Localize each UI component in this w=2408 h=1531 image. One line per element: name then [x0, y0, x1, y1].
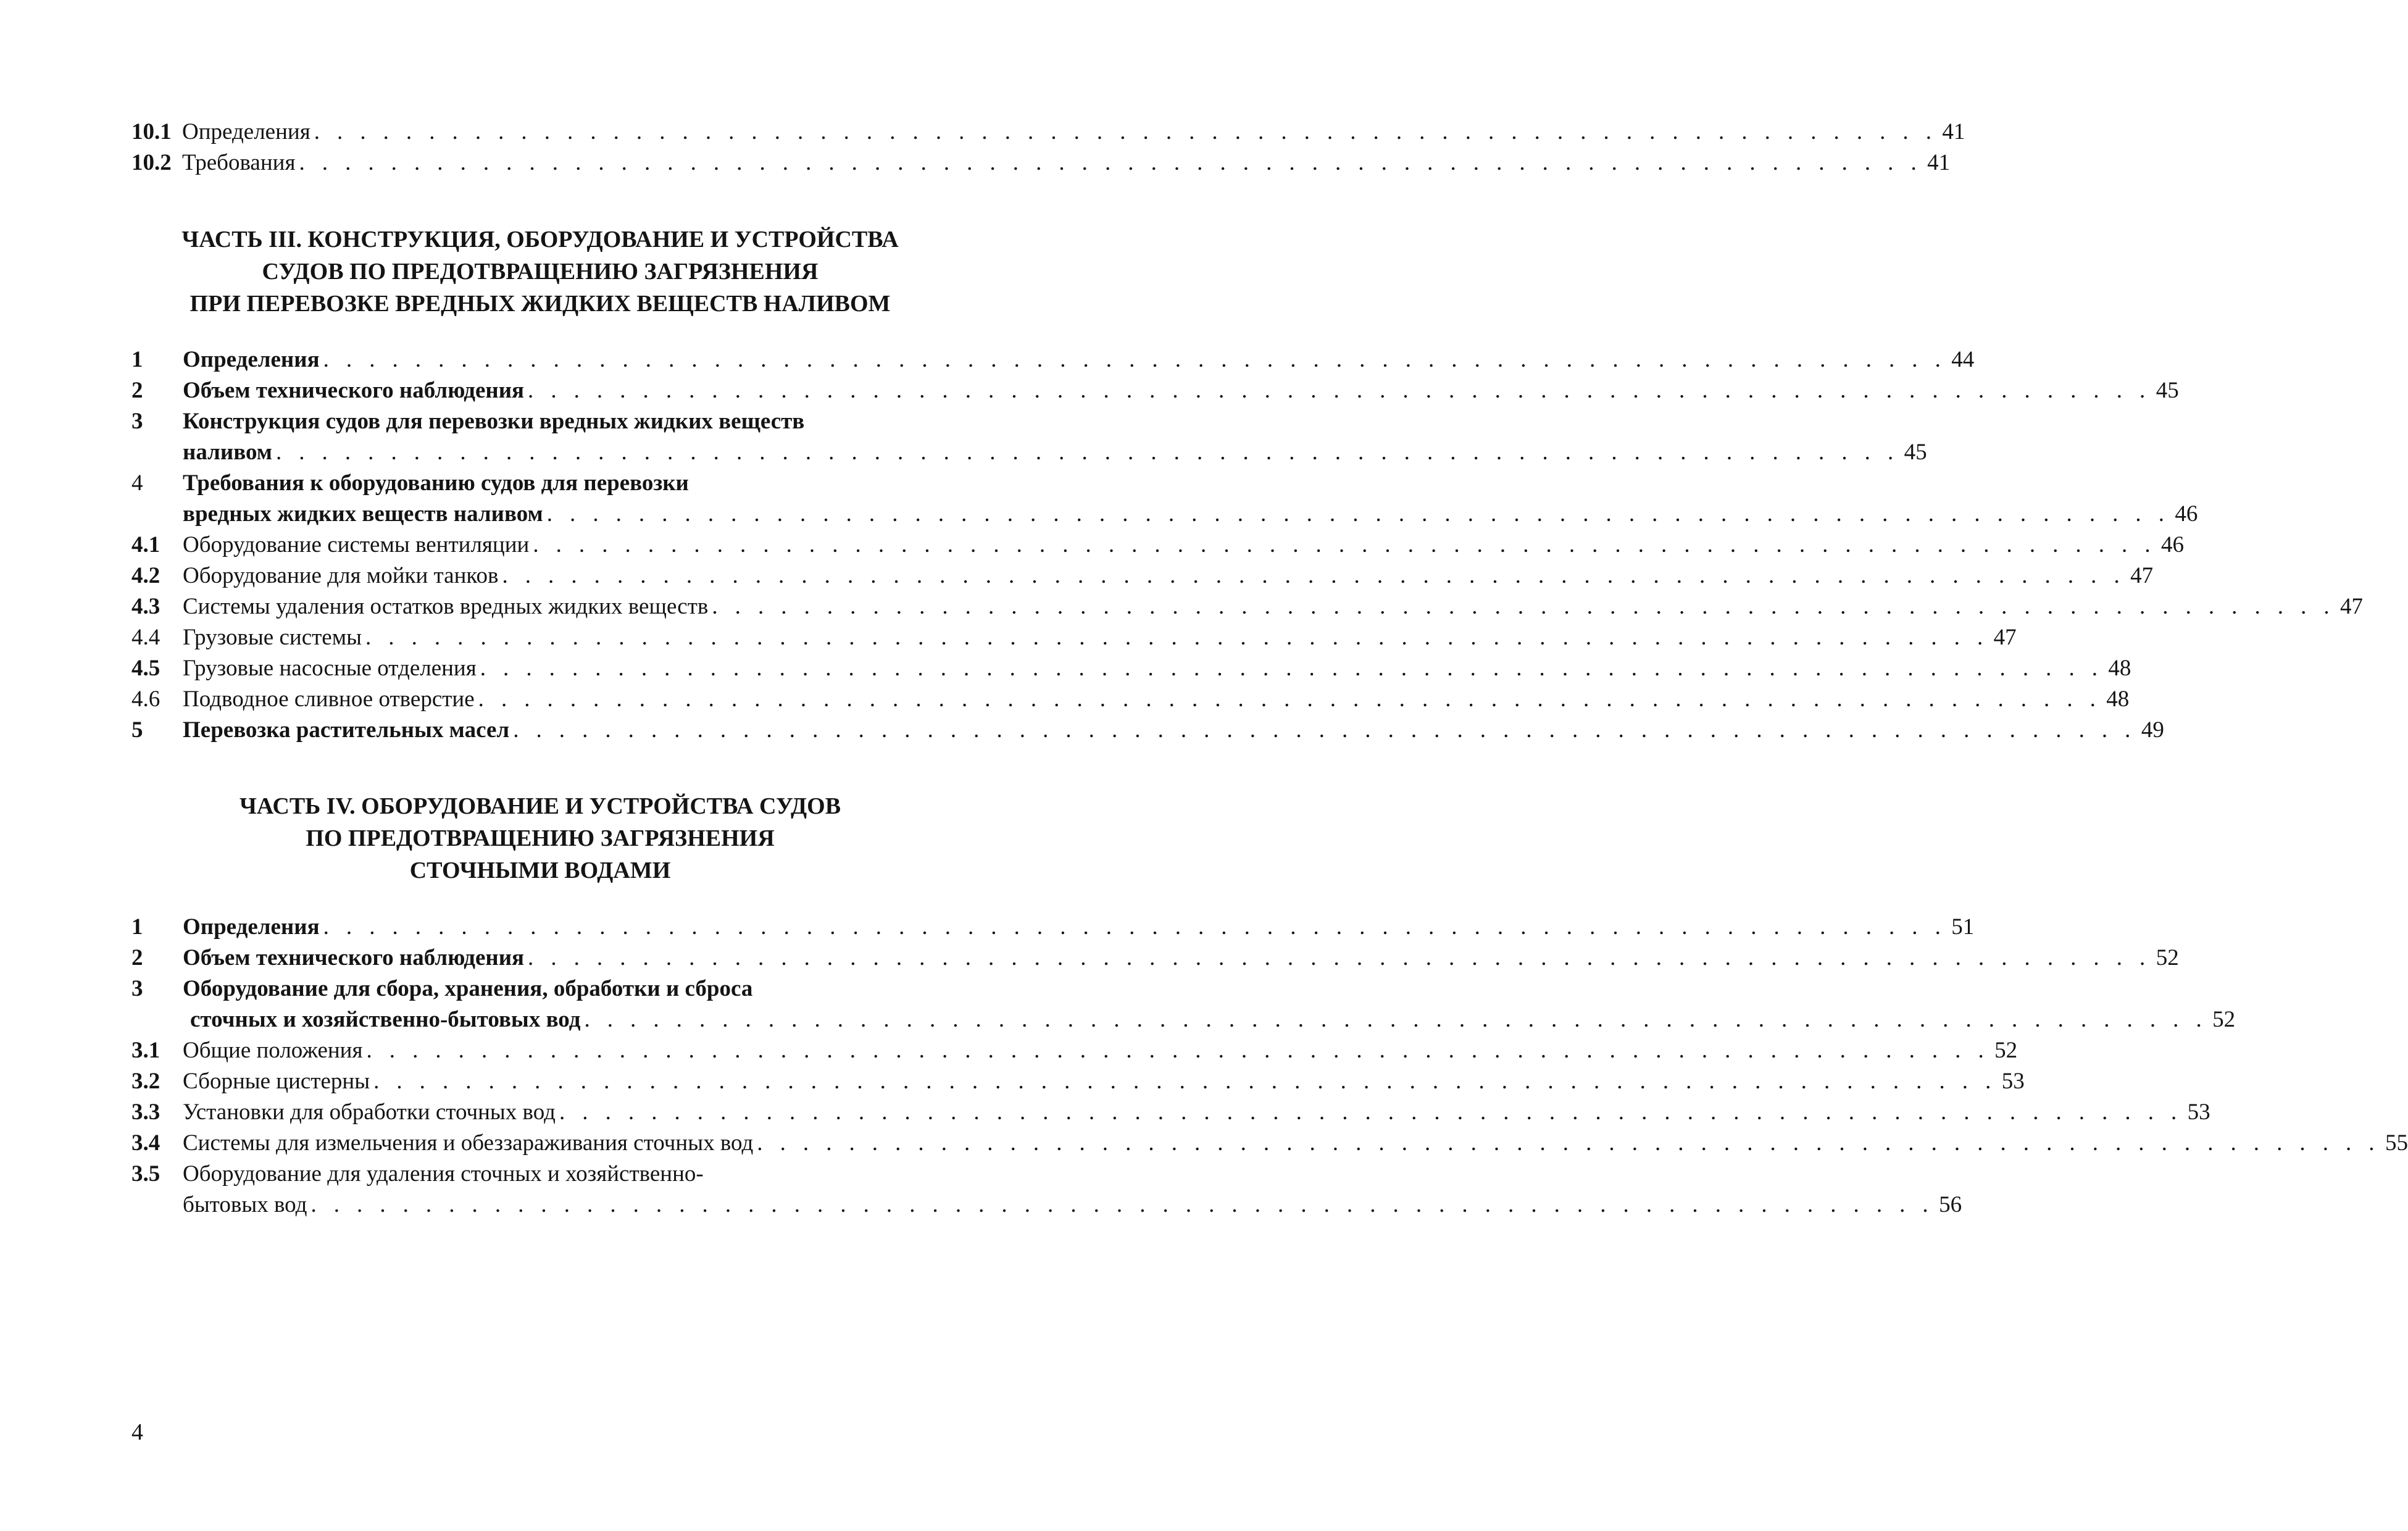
toc-entry-page: 46 [2160, 532, 2184, 557]
leader-dots: . . . . . . . . . . . . . . . . . . . . . . . . . . . . . . . . . . . . . . . . . . . . . . . . . . . . . . . . . . . . . . . . . . . . . . . [366, 1038, 1990, 1063]
leader-dots: . . . . . . . . . . . . . . . . . . . . . . . . . . . . . . . . . . . . . . . . . . . . . . . . . . . . . . . . . . . . . . . . . . . . . . . [528, 378, 2151, 403]
toc-entry-title: Объем технического наблюдения [183, 378, 525, 403]
leader-dots: . . . . . . . . . . . . . . . . . . . . . . . . . . . . . . . . . . . . . . . . . . . . . . . . . . . . . . . . . . . . . . . . . . . . . . . [757, 1130, 2380, 1156]
leader-dots: . . . . . . . . . . . . . . . . . . . . . . . . . . . . . . . . . . . . . . . . . . . . . . . . . . . . . . . . . . . . . . . . . . . . . . . [323, 347, 1947, 372]
heading-line: ПО ПРЕДОТВРАЩЕНИЮ ЗАГРЯЗНЕНИЯ [306, 825, 775, 851]
leader-dots: . . . . . . . . . . . . . . . . . . . . . . . . . . . . . . . . . . . . . . . . . . . . . . . . . . . . . . . . . . . . . . . . . . . . . . . [528, 945, 2151, 970]
toc-entry-number: 4.4 [131, 625, 160, 650]
toc-entry-number: 4.1 [131, 532, 160, 557]
toc-entry-number: 4 [131, 470, 143, 496]
toc-entry-title-cont: сточных и хозяйственно-бытовых вод [190, 1007, 581, 1032]
toc-entry-p4-3-3 [131, 1097, 2210, 1128]
toc-entry-title: Оборудование для сбора, хранения, обработки и сброса [183, 976, 753, 1001]
toc-entry-page: 49 [2141, 717, 2164, 743]
toc-entry-page: 41 [1927, 150, 1951, 175]
toc-entry-title: Системы для измельчения и обеззараживания сточных вод [183, 1130, 754, 1156]
toc-entry-p3-5 [131, 715, 2164, 746]
toc-entry-number: 4.3 [131, 594, 160, 619]
toc-entry-page: 52 [1994, 1038, 2018, 1063]
toc-entry-title-cont: наливом [183, 440, 272, 465]
toc-entry-p4-3 [131, 974, 951, 1004]
toc-entry-p3-2 [131, 375, 2179, 406]
toc-entry-p3-4-3 [131, 591, 2364, 622]
leader-dots: . . . . . . . . . . . . . . . . . . . . . . . . . . . . . . . . . . . . . . . . . . . . . . . . . . . . . . . . . . . . . . . . . . . . . . . [502, 563, 2126, 588]
toc-entry-10-2 [131, 148, 1951, 178]
toc-entry-title: Требования к оборудованию судов для перевозки [183, 470, 689, 496]
toc-entry-p4-3-cont [131, 1004, 2236, 1035]
part-3-heading [111, 223, 969, 320]
toc-entry-p4-3-1 [131, 1035, 2018, 1066]
leader-dots: . . . . . . . . . . . . . . . . . . . . . . . . . . . . . . . . . . . . . . . . . . . . . . . . . . . . . . . . . . . . . . . . . . . . . . . [365, 625, 1989, 650]
toc-entry-number: 4.5 [131, 656, 160, 681]
leader-dots: . . . . . . . . . . . . . . . . . . . . . . . . . . . . . . . . . . . . . . . . . . . . . . . . . . . . . . . . . . . . . . . . . . . . . . . [546, 501, 2170, 527]
toc-entry-number: 3.1 [131, 1038, 160, 1063]
toc-entry-p4-3-4 [131, 1128, 2408, 1159]
toc-entry-title: Оборудование системы вентиляции [183, 532, 530, 557]
toc-entry-title: Грузовые системы [183, 625, 362, 650]
toc-entry-title: Перевозка растительных масел [183, 717, 510, 743]
toc-entry-number: 1 [131, 347, 143, 372]
toc-entry-p3-1 [131, 344, 1975, 375]
toc-entry-number: 10.1 [131, 119, 172, 144]
toc-entry-page: 51 [1951, 914, 1975, 940]
toc-entry-title: Определения [182, 119, 310, 144]
leader-dots: . . . . . . . . . . . . . . . . . . . . . . . . . . . . . . . . . . . . . . . . . . . . . . . . . . . . . . . . . . . . . . . . . . . . . . . [480, 656, 2104, 681]
toc-entry-page: 47 [1993, 625, 2017, 650]
toc-entry-title: Сборные цистерны [183, 1069, 370, 1094]
toc-entry-number: 3.2 [131, 1069, 160, 1094]
toc-entry-number: 1 [131, 914, 143, 940]
toc-entry-p3-4-cont [131, 499, 2198, 530]
toc-entry-page: 44 [1951, 347, 1975, 372]
toc-entry-page: 53 [2187, 1099, 2210, 1125]
leader-dots: . . . . . . . . . . . . . . . . . . . . . . . . . . . . . . . . . . . . . . . . . . . . . . . . . . . . . . . . . . . . . . . . . . . . . . . [533, 532, 2156, 557]
toc-entry-page: 41 [1942, 119, 1965, 144]
toc-entry-p3-4-5 [131, 653, 2131, 684]
toc-entry-title: Общие положения [183, 1038, 363, 1063]
leader-dots: . . . . . . . . . . . . . . . . . . . . . . . . . . . . . . . . . . . . . . . . . . . . . . . . . . . . . . . . . . . . . . . . . . . . . . . [299, 150, 1923, 175]
toc-entry-p4-2 [131, 943, 2179, 974]
toc-entry-number: 3 [131, 409, 143, 434]
toc-entry-number: 3.5 [131, 1161, 160, 1187]
toc-entry-page: 46 [2175, 501, 2198, 527]
toc-entry-number: 3.4 [131, 1130, 160, 1156]
toc-entry-p3-3-cont [131, 437, 1927, 468]
leader-dots: . . . . . . . . . . . . . . . . . . . . . . . . . . . . . . . . . . . . . . . . . . . . . . . . . . . . . . . . . . . . . . . . . . . . . . . [314, 119, 1938, 144]
toc-entry-number: 2 [131, 378, 143, 403]
toc-entry-title-cont: вредных жидких веществ наливом [183, 501, 543, 527]
toc-entry-number: 5 [131, 717, 143, 743]
toc-entry-title: Требования [182, 150, 296, 175]
leader-dots: . . . . . . . . . . . . . . . . . . . . . . . . . . . . . . . . . . . . . . . . . . . . . . . . . . . . . . . . . . . . . . . . . . . . . . . [323, 914, 1947, 940]
leader-dots: . . . . . . . . . . . . . . . . . . . . . . . . . . . . . . . . . . . . . . . . . . . . . . . . . . . . . . . . . . . . . . . . . . . . . . . [712, 594, 2336, 619]
toc-entry-page: 52 [2212, 1007, 2236, 1032]
toc-entry-page: 48 [2108, 656, 2131, 681]
toc-entry-page: 47 [2130, 563, 2154, 588]
toc-entry-number: 3.3 [131, 1099, 160, 1125]
toc-entry-title-cont: бытовых вод [183, 1192, 307, 1217]
toc-entry-number: 2 [131, 945, 143, 970]
leader-dots: . . . . . . . . . . . . . . . . . . . . . . . . . . . . . . . . . . . . . . . . . . . . . . . . . . . . . . . . . . . . . . . . . . . . . . . [559, 1099, 2183, 1125]
toc-entry-number: 10.2 [131, 150, 172, 175]
leader-dots: . . . . . . . . . . . . . . . . . . . . . . . . . . . . . . . . . . . . . . . . . . . . . . . . . . . . . . . . . . . . . . . . . . . . . . . [310, 1192, 1935, 1217]
toc-entry-title: Конструкция судов для перевозки вредных жидких веществ [183, 409, 805, 434]
toc-entry-page: 52 [2156, 945, 2179, 970]
toc-entry-title: Определения [183, 914, 320, 940]
toc-entry-page: 45 [1904, 440, 1927, 465]
toc-entry-title: Системы удаления остатков вредных жидких веществ [183, 594, 709, 619]
heading-line: ПРИ ПЕРЕВОЗКЕ ВРЕДНЫХ ЖИДКИХ ВЕЩЕСТВ НАЛИВОМ [190, 291, 891, 317]
toc-entry-p3-4 [131, 468, 951, 499]
toc-entry-p4-3-2 [131, 1066, 2025, 1097]
toc-entry-page: 53 [2001, 1069, 2025, 1094]
toc-entry-number: 4.2 [131, 563, 160, 588]
leader-dots: . . . . . . . . . . . . . . . . . . . . . . . . . . . . . . . . . . . . . . . . . . . . . . . . . . . . . . . . . . . . . . . . . . . . . . . [584, 1007, 2208, 1032]
toc-entry-page: 45 [2156, 378, 2179, 403]
heading-line: ЧАСТЬ IV. ОБОРУДОВАНИЕ И УСТРОЙСТВА СУДОВ [239, 793, 841, 819]
page-number: 4 [131, 1419, 143, 1445]
heading-line: СУДОВ ПО ПРЕДОТВРАЩЕНИЮ ЗАГРЯЗНЕНИЯ [262, 259, 819, 285]
toc-entry-page: 55 [2385, 1130, 2408, 1156]
toc-entry-10-1 [131, 117, 1965, 148]
toc-entry-p3-4-2 [131, 561, 2154, 591]
toc-entry-title: Грузовые насосные отделения [183, 656, 477, 681]
toc-entry-number: 3 [131, 976, 143, 1001]
toc-entry-p4-1 [131, 912, 1975, 943]
toc-entry-page: 47 [2340, 594, 2364, 619]
toc-entry-title: Объем технического наблюдения [183, 945, 525, 970]
toc-entry-page: 56 [1939, 1192, 1962, 1217]
toc-entry-p3-4-1 [131, 530, 2184, 561]
leader-dots: . . . . . . . . . . . . . . . . . . . . . . . . . . . . . . . . . . . . . . . . . . . . . . . . . . . . . . . . . . . . . . . . . . . . . . . [478, 686, 2102, 712]
leader-dots: . . . . . . . . . . . . . . . . . . . . . . . . . . . . . . . . . . . . . . . . . . . . . . . . . . . . . . . . . . . . . . . . . . . . . . . [275, 440, 1899, 465]
toc-entry-title: Подводное сливное отверстие [183, 686, 475, 712]
leader-dots: . . . . . . . . . . . . . . . . . . . . . . . . . . . . . . . . . . . . . . . . . . . . . . . . . . . . . . . . . . . . . . . . . . . . . . . [513, 717, 2136, 743]
toc-entry-p4-3-5 [131, 1159, 951, 1190]
toc-entry-p3-4-4 [131, 622, 2017, 653]
toc-entry-title: Установки для обработки сточных вод [183, 1099, 556, 1125]
toc-entry-number: 4.6 [131, 686, 160, 712]
leader-dots: . . . . . . . . . . . . . . . . . . . . . . . . . . . . . . . . . . . . . . . . . . . . . . . . . . . . . . . . . . . . . . . . . . . . . . . [373, 1069, 1997, 1094]
toc-entry-title: Оборудование для мойки танков [183, 563, 499, 588]
toc-entry-title: Оборудование для удаления сточных и хозяйственно- [183, 1161, 704, 1187]
toc-entry-p4-3-5-cont [131, 1190, 1962, 1220]
toc-entry-page: 48 [2106, 686, 2130, 712]
toc-entry-p3-3 [131, 406, 951, 437]
part-4-heading [111, 790, 969, 886]
heading-line: СТОЧНЫМИ ВОДАМИ [409, 857, 671, 883]
toc-entry-title: Определения [183, 347, 320, 372]
heading-line: ЧАСТЬ III. КОНСТРУКЦИЯ, ОБОРУДОВАНИЕ И УСТРОЙСТВА [181, 227, 899, 252]
toc-entry-p3-4-6 [131, 684, 2130, 715]
